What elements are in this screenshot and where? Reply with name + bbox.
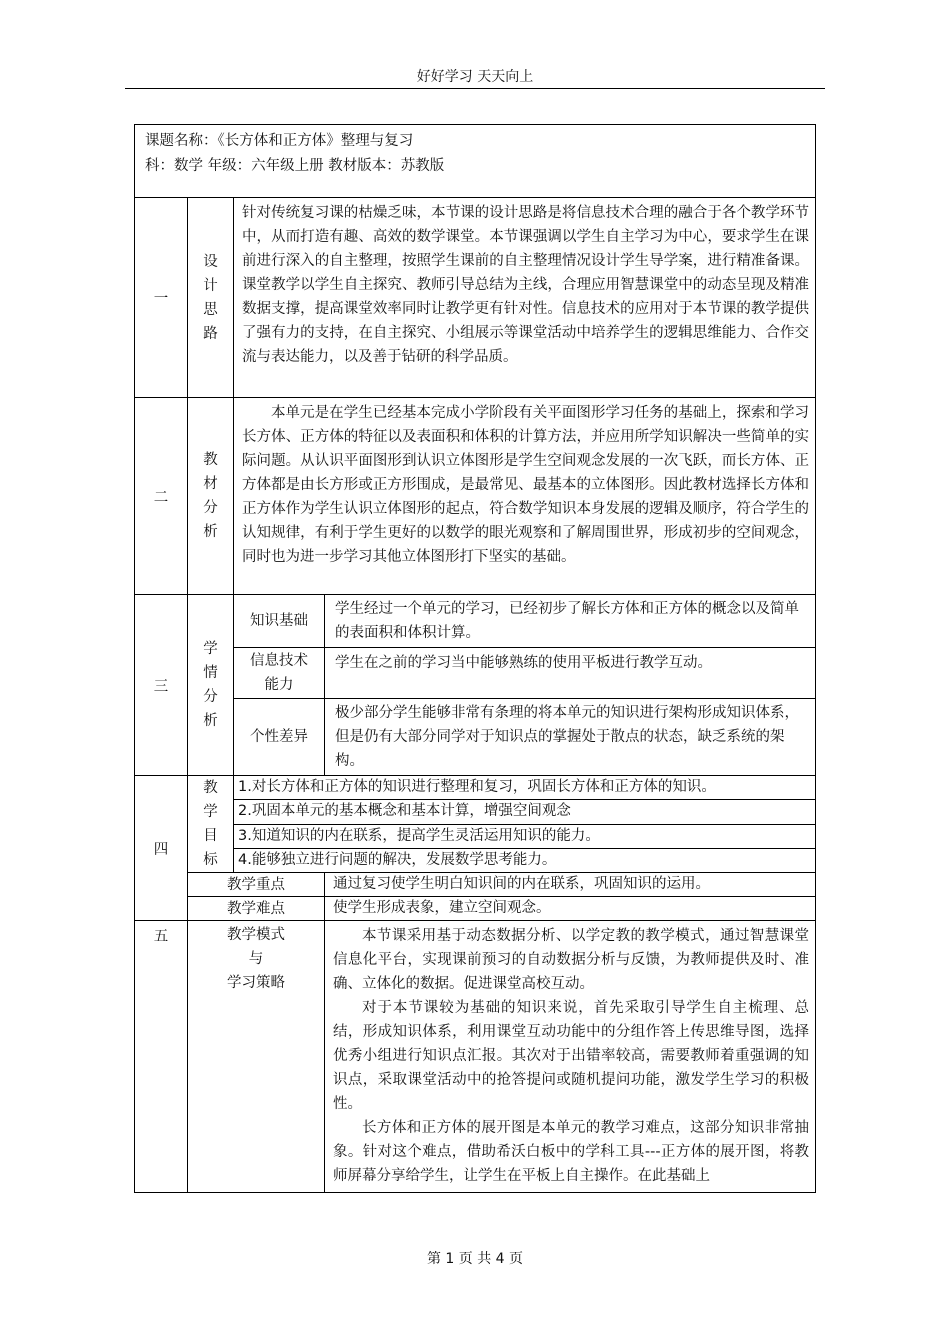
section-label: 设 计 思 路 xyxy=(188,198,234,398)
goal-item: 4.能够独立进行问题的解决，发展数学思考能力。 xyxy=(234,848,816,872)
analysis-key: 个性差异 xyxy=(234,699,325,776)
strategy-paragraph: 本节课采用基于动态数据分析、以学定教的教学模式，通过智慧课堂信息化平台，实现课前预习的自动数据分析与反馈，为教师提供及时、准确、立体化的数据。促进课堂高校互动。 xyxy=(333,928,810,992)
strategy-paragraph: 长方体和正方体的展开图是本单元的教学习难点，这部分知识非常抽象。针对这个难点，借助希沃白板中的学科工具---正方体的展开图，将教师屏幕分享给学生，让学生在平板上自主操作。在此基础上 xyxy=(333,1120,810,1184)
title-cell xyxy=(135,125,816,198)
section-4-goal-3 xyxy=(135,824,816,848)
analysis-value: 学生在之前的学习当中能够熟练的使用平板进行教学互动。 xyxy=(325,648,816,699)
course-meta: 科：数学 年级：六年级上册 教材版本：苏教版 xyxy=(145,158,445,174)
strategy-label xyxy=(188,921,325,1193)
analysis-key: 知识基础 xyxy=(234,595,325,648)
section-number: 四 xyxy=(135,776,188,921)
section-4-difficulty xyxy=(135,897,816,921)
section-4-goal-2 xyxy=(135,800,816,824)
key-point-label: 教学重点 xyxy=(188,873,325,897)
difficulty-label: 教学难点 xyxy=(188,897,325,921)
page-footer: 第 1 页 共 4 页 xyxy=(426,1251,524,1267)
goal-item: 1.对长方体和正方体的知识进行整理和复习，巩固长方体和正方体的知识。 xyxy=(234,776,816,800)
header-rule xyxy=(125,88,825,89)
textbook-text: 本单元是在学生已经基本完成小学阶段有关平面图形学习任务的基础上，探索和学习长方体、正方体的特征以及表面积和体积的计算方法，并应用所学知识解决一些简单的实际问题。从认识平面图形到认识立体图形是学生空间观念发展的一次飞跃，而长方体、正方体都是由长方形或正方形围成，是最常见、最基本的立体图形。因此教材选择长方体和正方体作为学生认识立体图形的起点，符合数学知识本身发展的逻辑及顺序，符合学生的认知规律，有利于学生更好的以数学的眼光观察和了解周围世界，形成初步的空间观念，同时也为进一步学习其他立体图形打下坚实的基础。 xyxy=(234,398,816,595)
course-title: 课题名称：《长方体和正方体》整理与复习 xyxy=(145,133,414,149)
analysis-value: 极少部分学生能够非常有条理的将本单元的知识进行架构形成知识体系，但是仍有大部分同学对于知识点的掌握处于散点的状态，缺乏系统的架构。 xyxy=(325,699,816,776)
page-header: 好好学习 天天向上 xyxy=(416,69,534,85)
section-label: 学 情 分 析 xyxy=(188,595,234,776)
section-number: 五 xyxy=(135,921,188,1193)
section-1 xyxy=(135,198,816,398)
key-point-text: 通过复习使学生明白知识间的内在联系，巩固知识的运用。 xyxy=(325,873,816,897)
strategy-label-1: 教学模式 xyxy=(227,927,285,943)
section-4-goal-1 xyxy=(135,776,816,800)
section-4-key xyxy=(135,873,816,897)
section-4-goal-4 xyxy=(135,848,816,872)
section-label: 教 材 分 析 xyxy=(188,398,234,595)
difficulty-text: 使学生形成表象，建立空间观念。 xyxy=(325,897,816,921)
section-5 xyxy=(135,921,816,1193)
section-3-row-3 xyxy=(135,699,816,776)
title-row xyxy=(135,125,816,198)
section-3-row-2 xyxy=(135,648,816,699)
goal-item: 2.巩固本单元的基本概念和基本计算，增强空间观念 xyxy=(234,800,816,824)
section-label: 教 学 目 标 xyxy=(188,776,234,873)
strategy-label-2: 与 xyxy=(248,951,264,967)
section-number: 三 xyxy=(135,595,188,776)
lesson-plan-table xyxy=(134,124,816,1193)
strategy-label-3: 学习策略 xyxy=(227,975,285,991)
section-3-row-1 xyxy=(135,595,816,648)
section-number: 一 xyxy=(135,198,188,398)
strategy-text xyxy=(325,921,816,1193)
goal-item: 3.知道知识的内在联系，提高学生灵活运用知识的能力。 xyxy=(234,824,816,848)
section-2 xyxy=(135,398,816,595)
analysis-value: 学生经过一个单元的学习，已经初步了解长方体和正方体的概念以及简单的表面积和体积计算。 xyxy=(325,595,816,648)
section-number: 二 xyxy=(135,398,188,595)
design-text: 针对传统复习课的枯燥乏味，本节课的设计思路是将信息技术合理的融合于各个教学环节中，从而打造有趣、高效的数学课堂。本节课强调以学生自主学习为中心，要求学生在课前进行深入的自主整理，按照学生课前的自主整理情况设计学生导学案，进行精准备课。课堂教学以学生自主探究、教师引导总结为主线，合理应用智慧课堂中的动态呈现及精准数据支撑，提高课堂效率同时让教学更有针对性。信息技术的应用对于本节课的教学提供了强有力的支持，在自主探究、小组展示等课堂活动中培养学生的逻辑思维能力、合作交流与表达能力，以及善于钻研的科学品质。 xyxy=(234,198,816,398)
strategy-paragraph: 对于本节课较为基础的知识来说，首先采取引导学生自主梳理、总结，形成知识体系，利用课堂互动功能中的分组作答上传思维导图，选择优秀小组进行知识点汇报。其次对于出错率较高，需要教师着重强调的知识点，采取课堂活动中的抢答提问或随机提问功能，激发学生学习的积极性。 xyxy=(333,1000,810,1112)
analysis-key: 信息技术能力 xyxy=(234,648,325,699)
